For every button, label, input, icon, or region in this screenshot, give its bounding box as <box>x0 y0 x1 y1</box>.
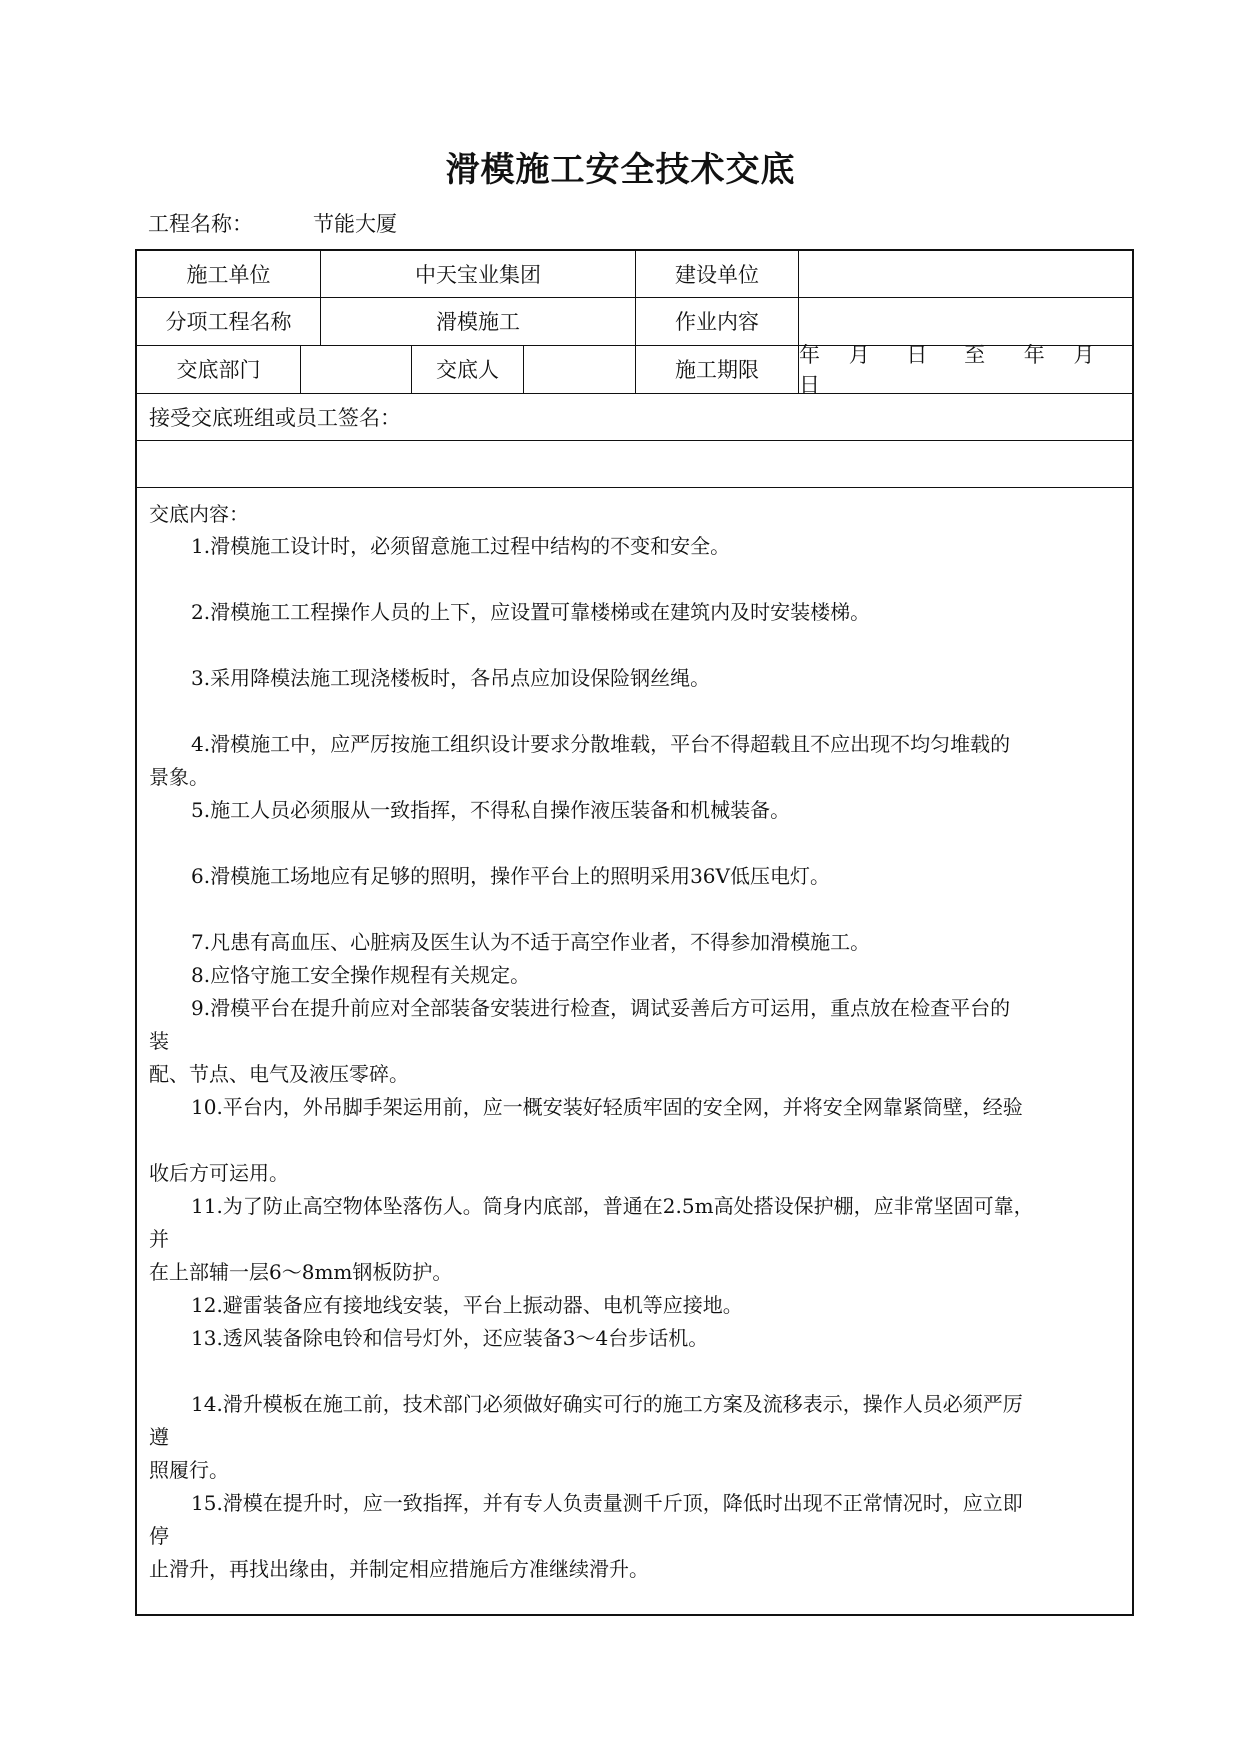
content-item <box>149 1388 1122 1487</box>
disclosure-dept-label: 交底部门 <box>176 358 261 382</box>
content-line: 3.采用降模法施工现浇楼板时，各吊点应加设保险钢丝绳。 <box>191 666 711 690</box>
disclosure-person-value <box>523 345 635 393</box>
project-name-line <box>148 208 397 238</box>
content-label: 交底内容： <box>149 502 249 526</box>
project-name-value: 节能大厦 <box>313 212 397 236</box>
content-line: 在上部辅一层6～8mm钢板防护。 <box>149 1260 453 1284</box>
content-line: 13.透风装备除电铃和信号灯外，还应装备3～4台步话机。 <box>191 1326 709 1350</box>
project-name-label: 工程名称： <box>148 212 253 236</box>
content-line: 12.避雷装备应有接地线安装，平台上振动器、电机等应接地。 <box>191 1293 743 1317</box>
content-line: 配、节点、电气及液压零碎。 <box>149 1062 409 1086</box>
disclosure-content <box>149 488 1122 1614</box>
content-item <box>149 662 1122 695</box>
content-item <box>149 1157 1122 1190</box>
construction-unit-label: 施工单位 <box>186 263 271 287</box>
content-line: 11.为了防止高空物体坠落伤人。筒身内底部，普通在2.5m高处搭设保护棚，应非常坚固可靠， <box>191 1194 1034 1218</box>
content-item <box>149 728 1122 794</box>
content-item <box>149 860 1122 893</box>
content-line: 止滑升，再找出缘由，并制定相应措施后方准继续滑升。 <box>149 1557 649 1581</box>
content-line: 1.滑模施工设计时，必须留意施工过程中结构的不变和安全。 <box>191 534 731 558</box>
work-content-label: 作业内容 <box>635 297 798 345</box>
content-line: 收后方可运用。 <box>149 1161 289 1185</box>
signature-space <box>137 440 1132 487</box>
content-item <box>149 596 1122 629</box>
disclosure-dept-value <box>300 345 411 393</box>
construction-period-value <box>798 343 1132 397</box>
subproject-label: 分项工程名称 <box>165 310 292 334</box>
content-line: 8.应恪守施工安全操作规程有关规定。 <box>191 963 531 987</box>
content-item <box>149 794 1122 827</box>
content-line: 9.滑模平台在提升前应对全部装备安装进行检查，调试妥善后方可运用，重点放在检查平台的 <box>191 996 1011 1020</box>
disclosure-person-label: 交底人 <box>411 345 523 393</box>
date-day-1: 日 <box>906 343 928 367</box>
content-item <box>149 992 1122 1091</box>
content-line: 7.凡患有高血压、心脏病及医生认为不适于高空作业者，不得参加滑模施工。 <box>191 930 871 954</box>
content-line: 6.滑模施工场地应有足够的照明，操作平台上的照明采用36V低压电灯。 <box>191 864 830 888</box>
owner-unit-value <box>798 251 1132 297</box>
date-year-2: 年 <box>1023 343 1045 367</box>
subproject-value: 滑模施工 <box>320 297 635 345</box>
content-line: 15.滑模在提升时，应一致指挥，并有专人负责量测千斤顶，降低时出现不正常情况时，应立即 <box>191 1491 1023 1515</box>
signature-label: 接受交底班组或员工签名： <box>149 405 401 430</box>
disclosure-table <box>135 249 1134 1616</box>
date-month-2: 月 <box>1073 343 1095 367</box>
table-row-signature-label <box>137 393 1132 441</box>
content-line: 照履行。 <box>149 1458 229 1482</box>
table-row-disclosure <box>137 343 1132 397</box>
content-line: 并 <box>149 1227 169 1251</box>
content-item <box>149 959 1122 992</box>
table-row-units <box>137 251 1132 298</box>
date-month-1: 月 <box>848 343 870 367</box>
table-row-signature-space <box>137 440 1132 488</box>
content-line: 装 <box>149 1029 169 1053</box>
work-content-value <box>798 297 1132 345</box>
date-year-1: 年 <box>799 343 820 367</box>
date-to: 至 <box>964 343 986 367</box>
content-item <box>149 530 1122 563</box>
content-line: 停 <box>149 1524 169 1548</box>
document-title: 滑模施工安全技术交底 <box>445 150 796 190</box>
content-item <box>149 1091 1122 1124</box>
content-line: 遵 <box>149 1425 169 1449</box>
construction-unit-value: 中天宝业集团 <box>320 251 635 297</box>
owner-unit-label: 建设单位 <box>635 251 798 297</box>
content-item <box>149 1190 1122 1289</box>
date-range <box>799 339 1132 399</box>
content-item <box>149 1322 1122 1355</box>
date-day-2: 日 <box>799 373 820 397</box>
content-line: 2.滑模施工工程操作人员的上下，应设置可靠楼梯或在建筑内及时安装楼梯。 <box>191 600 871 624</box>
content-line: 10.平台内，外吊脚手架运用前，应一概安装好轻质牢固的安全网，并将安全网靠紧筒壁，经验 <box>191 1095 1023 1119</box>
content-item <box>149 1289 1122 1322</box>
content-item <box>149 926 1122 959</box>
construction-period-label: 施工期限 <box>635 345 798 393</box>
content-line: 5.施工人员必须服从一致指挥，不得私自操作液压装备和机械装备。 <box>191 798 791 822</box>
content-line: 景象。 <box>149 765 209 789</box>
content-line: 4.滑模施工中，应严厉按施工组织设计要求分散堆载，平台不得超载且不应出现不均匀堆载的 <box>191 732 1011 756</box>
content-item <box>149 1487 1122 1586</box>
content-line: 14.滑升模板在施工前，技术部门必须做好确实可行的施工方案及流移表示，操作人员必须严厉 <box>191 1392 1023 1416</box>
